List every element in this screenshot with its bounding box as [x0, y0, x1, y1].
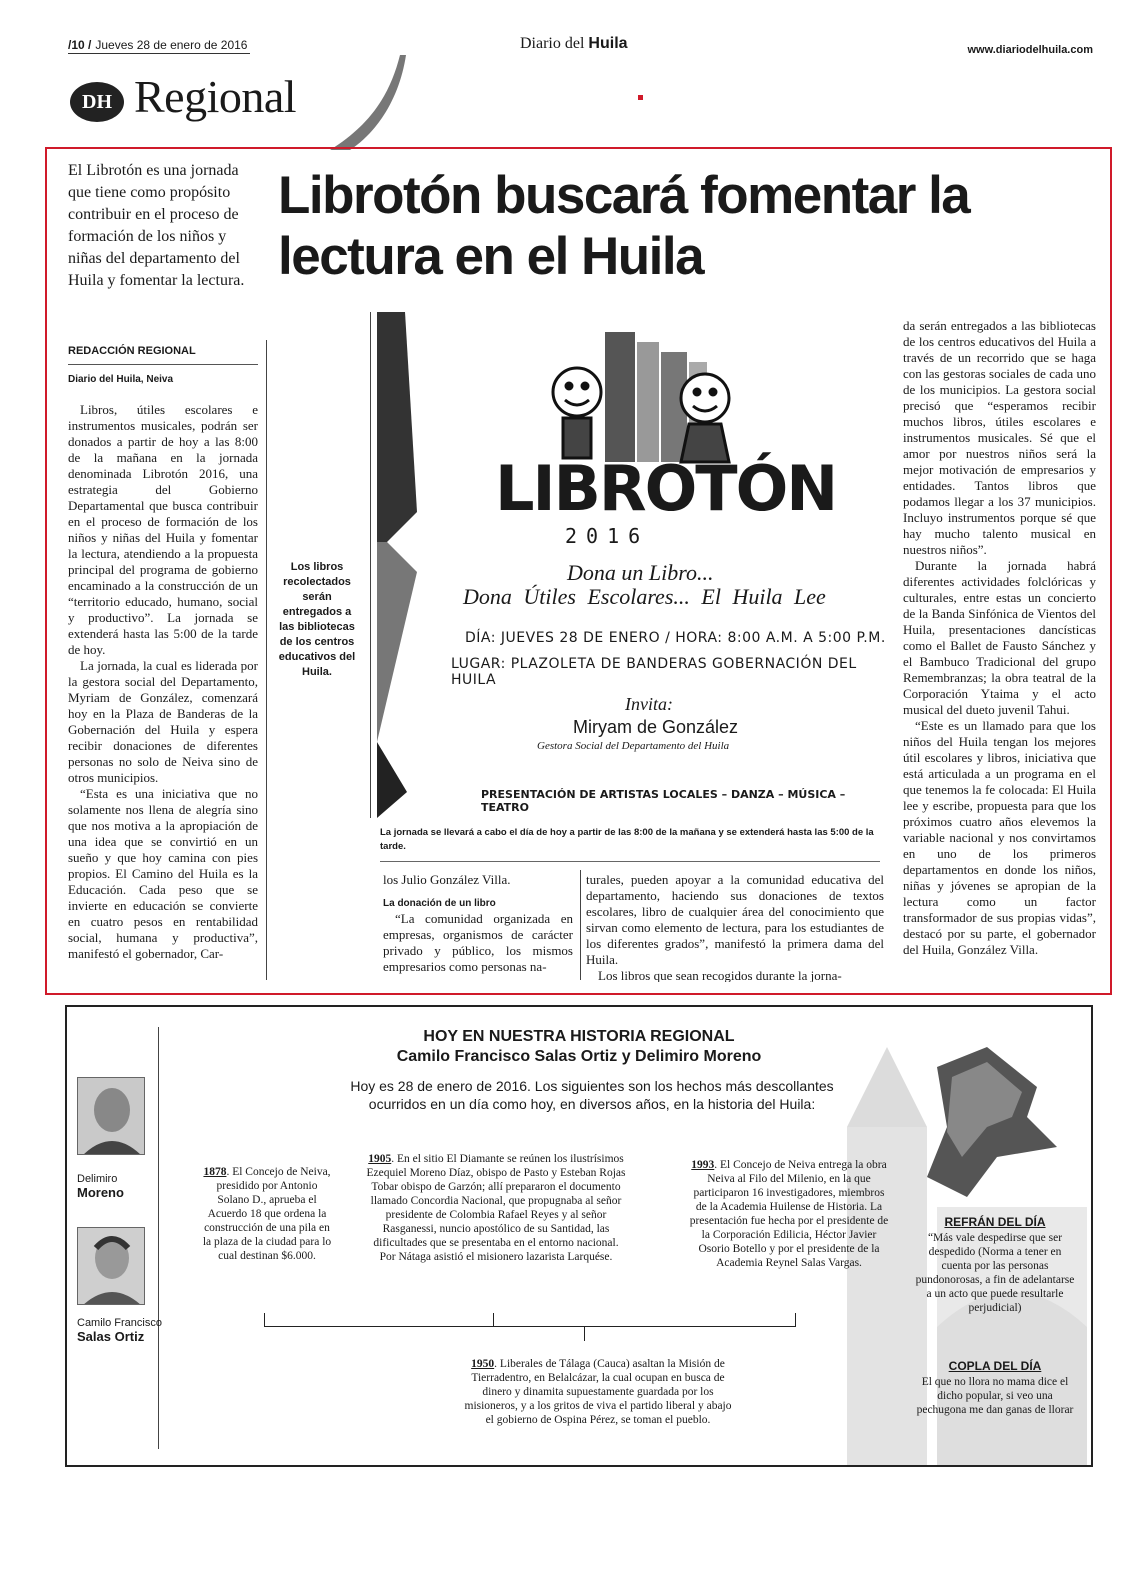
timeline-tick	[493, 1313, 494, 1327]
paragraph: Libros, útiles escolares e instrumentos musicales, podrán ser donados a partir de hoy a las 8:00 de la mañana en la jornada denominada Librotón 2016, una estrategia del Gobierno Departamental que busca contribuir en el proceso de formación de los niños y niñas del Huila y fomentar la lectura, atendiendo a la propuesta principal del programa de gobierno encaminado a la construcción de un “territorio educado, humano, social y productivo”. La jornada se extenderá hasta las 5:00 de la tarde de hoy.	[68, 402, 258, 657]
newspaper-name-plain: Diario del	[520, 35, 585, 52]
history-event	[689, 1158, 889, 1270]
page-folio	[68, 38, 247, 52]
copla-text: El que no llora no mama dice el dicho popular, si veo una pechugona me dan ganas de llorar	[916, 1376, 1074, 1416]
page-number: /10 /	[68, 38, 92, 52]
paragraph: los Julio González Villa.	[383, 872, 511, 887]
caption-rule	[380, 861, 880, 862]
byline: REDACCIÓN REGIONAL	[68, 345, 196, 357]
website-link[interactable]: www.diariodelhuila.com	[967, 44, 1093, 56]
byline-rule	[68, 364, 258, 365]
person-last-name: Salas Ortiz	[77, 1329, 145, 1344]
event-text: . El Concejo de Neiva entrega la obra Neiva al Filo del Milenio, en la que participaron 16 investigadores, miembros de la Academia Huilense de Historia. La presentación fue hecha por el presidente de la Corporación Edilicia, Héctor Javier Osorio Botello y por el presidente de la Academia Reynel Salas Vargas.	[689, 1159, 889, 1269]
history-subtitle: Camilo Francisco Salas Ortiz y Delimiro Moreno	[396, 1048, 762, 1065]
issue-date: Jueves 28 de enero de 2016	[95, 38, 248, 52]
person-photo-icon	[78, 1228, 145, 1305]
poster-invite-label: Invita:	[625, 694, 673, 714]
dateline: Diario del Huila, Neiva	[68, 374, 174, 385]
article-column-1	[68, 402, 258, 980]
poster-black-shape	[377, 312, 417, 542]
article-column-4	[903, 318, 1096, 980]
poster-date-time: DÍA: JUEVES 28 DE ENERO / HORA: 8:00 A.M. A 5:00 P.M.	[465, 630, 886, 646]
column-divider	[580, 870, 581, 980]
paragraph: La jornada, la cual es liderada por la gestora social del Departamento, Myriam de González, comenzará hoy en la Plaza de Banderas de la Gobernación del Huila y espera recibir donaciones de diferentes personas no solo de Neiva sino de otros municipios.	[68, 658, 258, 785]
timeline-stem	[584, 1327, 585, 1341]
poster-host-role: Gestora Social del Departamento del Huila	[537, 740, 730, 752]
paragraph: turales, pueden apoyar a la comunidad educativa del departamento, haciendo sus donaciones de textos escolares, libro de cualquier área del conocimiento que sirvan como elemento de lectura, para los estudiantes de los diferentes grados”, manifestó la primera dama del Huila.	[586, 872, 884, 967]
book-spine-icon	[637, 342, 659, 462]
history-event	[459, 1357, 737, 1427]
history-event	[202, 1165, 332, 1263]
section-title: Regional	[134, 71, 297, 122]
event-text: . El Concejo de Neiva, presidido por Antonio Solano D., aprueba el Acuerdo 18 que ordena la construcción de una pila en la plaza de la ciudad para lo cual destinan $6.000.	[202, 1166, 332, 1262]
history-divider	[158, 1027, 159, 1449]
poster-slogan-1: Dona un Libro...	[567, 560, 714, 585]
poster-title: LIBROTÓN	[495, 452, 837, 525]
newspaper-name	[520, 35, 628, 53]
librotón-poster	[377, 312, 895, 818]
article-column-2	[383, 872, 573, 982]
person-last-name: Moreno	[77, 1185, 124, 1200]
history-intro: Hoy es 28 de enero de 2016. Los siguientes son los hechos más descollantes ocurridos en un día como hoy, en diversos años, en la historia del Huila:	[350, 1078, 834, 1112]
event-year: 1993	[691, 1159, 715, 1171]
event-text: . Liberales de Tálaga (Cauca) asaltan la Misión de Tierradentro, en Belalcázar, la cual ocupan en busca de dinero y dinamita supuestamente guardada por los misioneros, y a los gritos de viva el partido liberal y abajo el gobierno de Ospina Pérez, se toman el pueblo.	[464, 1358, 732, 1426]
history-title: HOY EN NUESTRA HISTORIA REGIONAL	[423, 1028, 735, 1045]
person-name	[77, 1173, 124, 1201]
event-year: 1878	[203, 1166, 227, 1178]
photo-caption: La jornada se llevará a cabo el día de hoy a partir de las 8:00 de la mañana y se extenderá hasta las 5:00 de la tarde.	[380, 827, 874, 852]
girl-figure-icon	[681, 374, 729, 462]
avatar	[77, 1227, 145, 1305]
person-photo-icon	[78, 1078, 145, 1155]
event-year: 1905	[368, 1153, 392, 1165]
article-deck: El Librotón es una jornada que tiene como propósito contribuir en el proceso de formación de los niños y niñas del departamento del Huila y fomentar la lectura.	[68, 162, 245, 289]
book-spine-icon	[605, 332, 635, 462]
timeline-bracket	[264, 1313, 796, 1327]
copla-title: COPLA DEL DÍA	[948, 1359, 1042, 1373]
newspaper-name-bold: Huila	[588, 35, 628, 52]
poster-slogan-2: Dona Útiles Escolares... El Huila Lee	[463, 584, 826, 609]
article-subhead: La donación de un libro	[383, 898, 496, 909]
poster-divider	[370, 312, 371, 818]
avatar	[77, 1077, 145, 1155]
history-box	[65, 1005, 1093, 1467]
paragraph: “Este es un llamado para que los niños del Huila tengan los mejores útil escolares y libros, iniciativa que está articulada a un programa en el que tenemos la fe colocada: El Huila lee y escribe, propuesta para que los próximos cuatro años elevemos la variable nacional y nos convirtamos en uno de los primeros departamentos en donde los niños, niñas y jóvenes se apropian de la lectura como un factor transformador de sus propias vidas”, destacó por su parte, el gobernador del Huila, González Villa.	[903, 718, 1096, 957]
refran-title: REFRÁN DEL DÍA	[944, 1215, 1046, 1229]
section-swoosh-decoration	[330, 55, 420, 150]
dh-logo: DH	[70, 82, 124, 122]
poster-host-name: Miryam de González	[573, 717, 739, 737]
poster-year: 2016	[565, 524, 650, 548]
history-event	[365, 1152, 627, 1264]
folio-rule	[68, 53, 250, 54]
paragraph: Durante la jornada habrá diferentes actividades folclóricas y culturales, entre estas un concierto de la Banda Sinfónica de Vientos del Huila, presentaciones dancísticas como el Ballet de Fausto Sánchez y el Bambuco Tradicional del grupo Remembranzas; la obra teatral de la Corporación Ytaima y el acto musical del dueto juvenil Tahui.	[903, 558, 1096, 717]
paragraph: “Esta es una iniciativa que no solamente nos llena de alegría sino que nos motiva a la apropiación de una idea que se convirtió en un sueño y que hoy camina con pies propios. El Camino del Huila es la Educación. Cada peso que se invierte en educación se convierte en cuatro pesos en rentabilidad social, humana y productiva”, manifestó el gobernador, Car-	[68, 786, 258, 961]
copla-section	[915, 1359, 1075, 1417]
event-text: . En el sitio El Diamante se reúnen los ilustrísimos Ezequiel Moreno Díaz, obispo de Pasto y Esteban Rojas Tobar obispo de Garzón; allí prepararon el documento llamado Concordia Nacional, que propugnaba al señor presidente de Colombia Rafael Reyes y al señor Rasganessi, nuncio apostólico de su Santidad, las dificultades que se presentaba en el entorno nacional. Por Nátaga asistió el misionero lazarista Larquése.	[366, 1153, 626, 1263]
article-column-3	[586, 872, 884, 982]
column-divider	[266, 340, 267, 980]
red-marker	[638, 95, 643, 100]
poster-dark-shape	[377, 742, 407, 818]
person-first-name: Delimiro	[77, 1173, 118, 1185]
person-first-name: Camilo Francisco	[77, 1317, 162, 1329]
article-headline: Librotón buscará fomentar la lectura en el Huila	[278, 166, 970, 286]
refran-section	[915, 1215, 1075, 1315]
person-name	[77, 1317, 162, 1345]
poster-grey-shape	[377, 542, 417, 742]
poster-footer: PRESENTACIÓN DE ARTISTAS LOCALES – DANZA – MÚSICA – TEATRO	[481, 788, 846, 814]
paragraph: da serán entregados a las bibliotecas de los centros educativos del Huila a través de un recorrido que se haga con las gestoras sociales de cada uno de los municipios. La gestora social precisó que “esperamos recibir muchos libros, útiles escolares e instrumentos musicales. Sé que el amor por nuestros niños será la mejor motivación de empresarios y entidades. Tantos libros que podamos llegar a los 37 municipios. Incluyo instrumentos porque sé que hay mucho talento musical en nuestros niños”.	[903, 318, 1096, 557]
refran-text: “Más vale despedirse que ser despedido (Norma a tener en cuenta por las personas pundonorosas, a fin de adelantarse a un acto que puede resultarle perjudicial)	[915, 1232, 1075, 1314]
pull-quote: Los libros recolectados serán entregados a las bibliotecas de los centros educativos del Huila.	[278, 561, 356, 678]
event-year: 1950	[471, 1358, 495, 1370]
boy-figure-icon	[553, 368, 601, 458]
paragraph: Los libros que sean recogidos durante la jorna-	[598, 968, 842, 982]
poster-location: LUGAR: PLAZOLETA DE BANDERAS GOBERNACIÓN DEL HUILA	[451, 656, 857, 688]
paragraph: “La comunidad organizada en empresas, organismos de carácter privado y público, los mismos empresarios como personas na-	[383, 911, 573, 974]
